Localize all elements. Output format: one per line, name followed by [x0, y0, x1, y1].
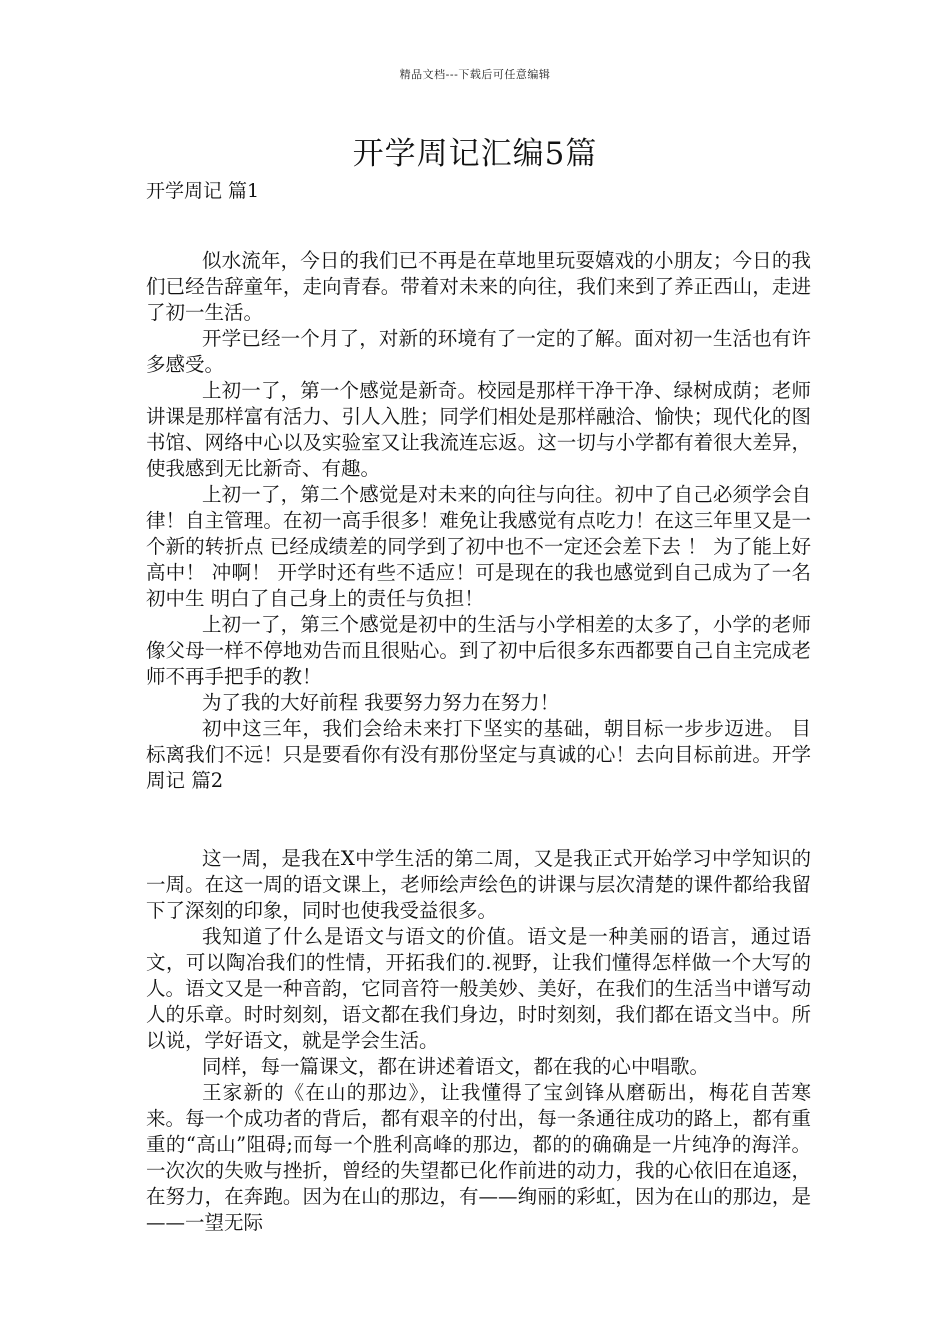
paragraph: 我知道了什么是语文与语文的价值。语文是一种美丽的语言，通过语文，可以陶冶我们的性情，开拓我们的.视野，让我们懂得怎样做一个大写的人。语文又是一种音韵，它同音符一般美妙、美好，在我们的生活当中谱写动人的乐章。时时刻刻，语文都在我们身边，时时刻刻，我们都在语文当中。所以说，学好语文，就是学会生活。	[146, 925, 811, 1052]
section-heading-1: 开学周记 篇1	[146, 180, 260, 202]
paragraph: 开学已经一个月了，对新的环境有了一定的了解。面对初一生活也有许多感受。	[146, 327, 811, 376]
paragraph: 似水流年，今日的我们已不再是在草地里玩耍嬉戏的小朋友；今日的我们已经告辞童年，走向青春。带着对未来的向往，我们来到了养正西山，走进了初一生活。	[146, 249, 811, 324]
document-title: 开学周记汇编5篇	[352, 136, 598, 172]
section-body-2	[146, 846, 811, 1236]
section-body-1	[146, 248, 811, 794]
paragraph-with-heading	[146, 716, 811, 794]
paragraph: 上初一了，第三个感觉是初中的生活与小学相差的太多了，小学的老师像父母一样不停地劝告而且很贴心。到了初中后很多东西都要自己自主完成老师不再手把手的教！	[146, 613, 811, 688]
paragraph-text: 初中这三年，我们会给未来打下坚实的基础，朝目标一步步迈进。 目标离我们不远！只是要看你有没有那份坚定与真诚的心！去向目标前进。	[146, 717, 811, 766]
paragraph: 王家新的《在山的那边》，让我懂得了宝剑锋从磨砺出，梅花自苦寒来。每一个成功者的背后，都有艰辛的付出，每一条通往成功的路上，都有重重的“高山”阻碍;而每一个胜利高峰的那边，都的的确确是一片纯净的海洋。一次次的失败与挫折，曾经的失望都已化作前进的动力，我的心依旧在追逐，在努力，在奔跑。因为在山的那边，有——绚丽的彩虹，因为在山的那边，是——一望无际	[146, 1081, 811, 1234]
paragraph: 这一周，是我在X中学生活的第二周，又是我正式开始学习中学知识的一周。在这一周的语文课上，老师绘声绘色的讲课与层次清楚的课件都给我留下了深刻的印象，同时也使我受益很多。	[146, 847, 811, 922]
paragraph: 为了我的大好前程 我要努力努力在努力！	[202, 691, 560, 714]
paragraph: 上初一了，第二个感觉是对未来的向往与向往。初中了自己必须学会自律！自主管理。在初一高手很多！难免让我感觉有点吃力！在这三年里又是一个新的转折点 已经成绩差的同学到了初中也不一定还会差下去 ！ 为了能上好高中！ 冲啊！ 开学时还有些不适应！可是现在的我也感觉到自己成为了一名初中生 明白了自己身上的责任与负担！	[146, 483, 811, 610]
paragraph: 同样，每一篇课文，都在讲述着语文，都在我的心中唱歌。	[202, 1055, 710, 1078]
section-heading-2: 开学周记 篇2	[146, 743, 811, 792]
header-note: 精品文档---下载后可任意编辑	[399, 68, 551, 81]
paragraph: 上初一了，第一个感觉是新奇。校园是那样干净干净、绿树成荫；老师讲课是那样富有活力、引人入胜；同学们相处是那样融洽、愉快；现代化的图书馆、网络中心以及实验室又让我流连忘返。这一切与小学都有着很大差异，使我感到无比新奇、有趣。	[146, 379, 811, 480]
